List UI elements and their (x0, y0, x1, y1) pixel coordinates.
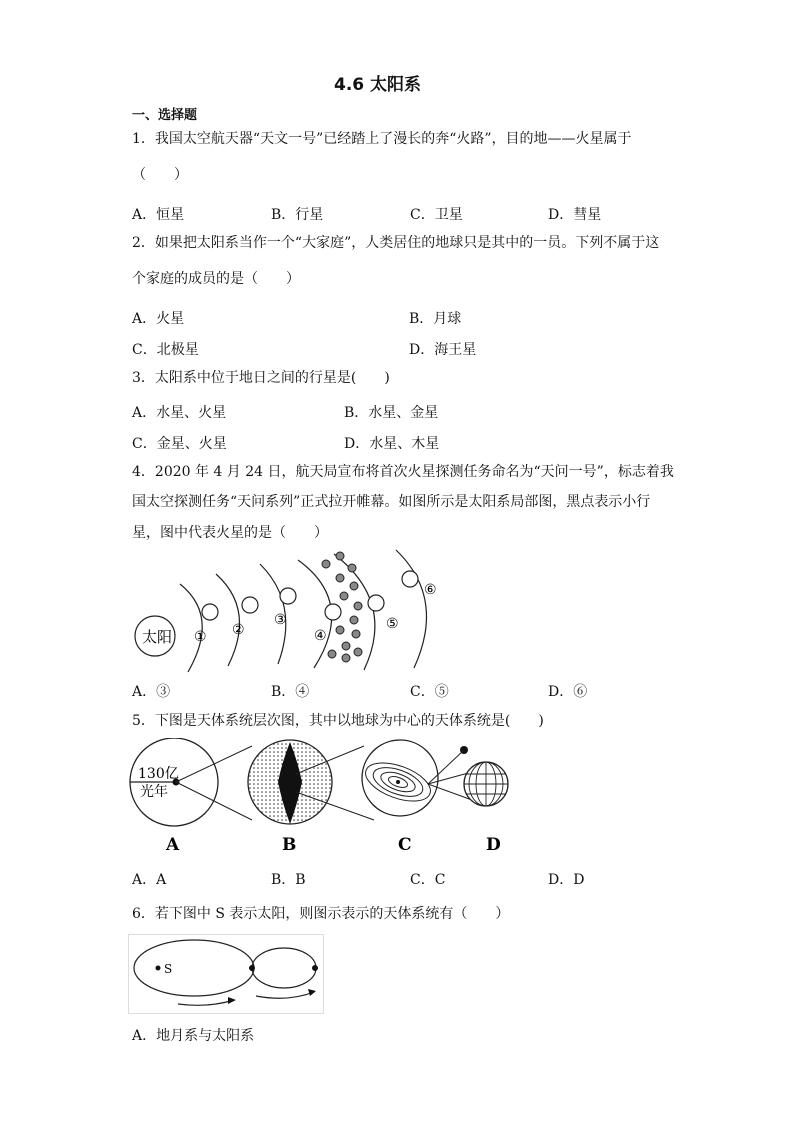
moon-orbit (252, 948, 316, 988)
asteroid (328, 650, 336, 658)
asteroid (352, 630, 360, 638)
section-heading: 一、选择题 (132, 108, 198, 123)
planet-2 (242, 597, 258, 613)
question-1-line-1: 1．我国太空航天器“天文一号”已经踏上了漫长的奔“火路”，目的地——火星属于 (132, 131, 632, 147)
question-2-line-2: 个家庭的成员的是（ ） (132, 271, 300, 287)
planet-4 (325, 604, 341, 620)
asteroid (350, 616, 358, 624)
planet-label-5: ⑤ (386, 616, 399, 632)
asteroid (342, 654, 350, 662)
q1-option-c[interactable]: C．卫星 (410, 207, 463, 223)
q2-option-d[interactable]: D．海王星 (409, 342, 477, 358)
q4-option-d[interactable]: D．⑥ (548, 684, 588, 700)
q5-option-a[interactable]: A．A (132, 872, 167, 888)
planet-label-6: ⑥ (424, 582, 437, 598)
asteroid (322, 560, 330, 568)
q2-option-b[interactable]: B．月球 (409, 311, 462, 327)
sun-dot (156, 966, 161, 971)
distance-label-bottom: 光年 (140, 784, 168, 800)
panel-label-b: B (282, 835, 297, 855)
planet-label-4: ④ (314, 628, 327, 644)
question-2-line-1: 2．如果把太阳系当作一个“大家庭”，人类居住的地球只是其中的一员。下列不属于这 (132, 235, 660, 251)
earth-orbit (134, 940, 254, 996)
q3-option-b[interactable]: B．水星、金星 (344, 405, 439, 421)
planet-label-1: ① (194, 629, 207, 645)
question-6-line-1: 6．若下图中 S 表示太阳，则图示表示的天体系统有（ ） (132, 906, 510, 922)
planet-3 (280, 588, 296, 604)
revolution-arrow (178, 1000, 234, 1005)
q1-option-b[interactable]: B．行星 (271, 207, 324, 223)
solar-system-figure (128, 546, 448, 674)
planet-label-2: ② (232, 622, 245, 638)
q4-option-b[interactable]: B．④ (271, 684, 310, 700)
asteroid (354, 648, 362, 656)
panel-label-d: D (486, 835, 501, 855)
asteroid (354, 602, 362, 610)
orbit-6 (396, 550, 426, 668)
question-1-line-2: （ ） (132, 167, 188, 183)
revolution-arrow-small (256, 992, 314, 998)
q6-option-a[interactable]: A．地月系与太阳系 (132, 1028, 255, 1044)
orbit-2 (216, 574, 240, 666)
q2-option-a[interactable]: A．火星 (132, 311, 185, 327)
q1-option-a[interactable]: A．恒星 (132, 207, 185, 223)
q4-option-c[interactable]: C．⑤ (410, 684, 449, 700)
question-3-line-1: 3．太阳系中位于地日之间的行星是( ) (132, 370, 390, 386)
planet-label-3: ③ (274, 612, 287, 628)
asteroid (336, 552, 344, 560)
asteroid (336, 626, 344, 634)
q3-option-d[interactable]: D．水星、木星 (344, 436, 440, 452)
question-4-line-1: 4．2020 年 4 月 24 日，航天局宣布将首次火星探测任务命名为“天问一号”，标志着我 (132, 464, 674, 480)
distance-label-top: 130亿 (138, 766, 179, 782)
sun-label: 太阳 (142, 628, 173, 646)
planet-6 (402, 571, 418, 587)
q5-option-d[interactable]: D．D (548, 872, 585, 888)
earth-dot (249, 965, 255, 971)
page-title: 4.6 太阳系 (334, 75, 422, 95)
q2-option-c[interactable]: C．北极星 (132, 342, 199, 358)
planet-1 (202, 604, 218, 620)
asteroid (350, 582, 358, 590)
q3-option-a[interactable]: A．水星、火星 (132, 405, 227, 421)
orbit-figure (128, 934, 328, 1016)
q5-option-b[interactable]: B．B (271, 872, 306, 888)
sun-s-label: S (164, 962, 173, 976)
asteroid (348, 564, 356, 572)
asteroid (336, 574, 344, 582)
question-4-line-2: 国太空探测任务“天问系列”正式拉开帷幕。如图所示是太阳系局部图，黑点表示小行 (132, 494, 651, 510)
panel-label-c: C (398, 835, 412, 855)
q5-option-c[interactable]: C．C (410, 872, 446, 888)
q3-option-c[interactable]: C．金星、火星 (132, 436, 227, 452)
planet-5 (368, 595, 384, 611)
q4-option-a[interactable]: A．③ (132, 684, 171, 700)
question-4-line-3: 星，图中代表火星的是（ ） (132, 525, 328, 541)
asteroid (340, 592, 348, 600)
orbit-1 (180, 584, 202, 672)
asteroid (342, 642, 350, 650)
moon-dot (312, 965, 318, 971)
question-5-line-1: 5．下图是天体系统层次图，其中以地球为中心的天体系统是( ) (132, 713, 544, 729)
panel-label-a: A (166, 835, 180, 855)
celestial-hierarchy-figure (128, 738, 528, 858)
q1-option-d[interactable]: D．彗星 (548, 207, 602, 223)
